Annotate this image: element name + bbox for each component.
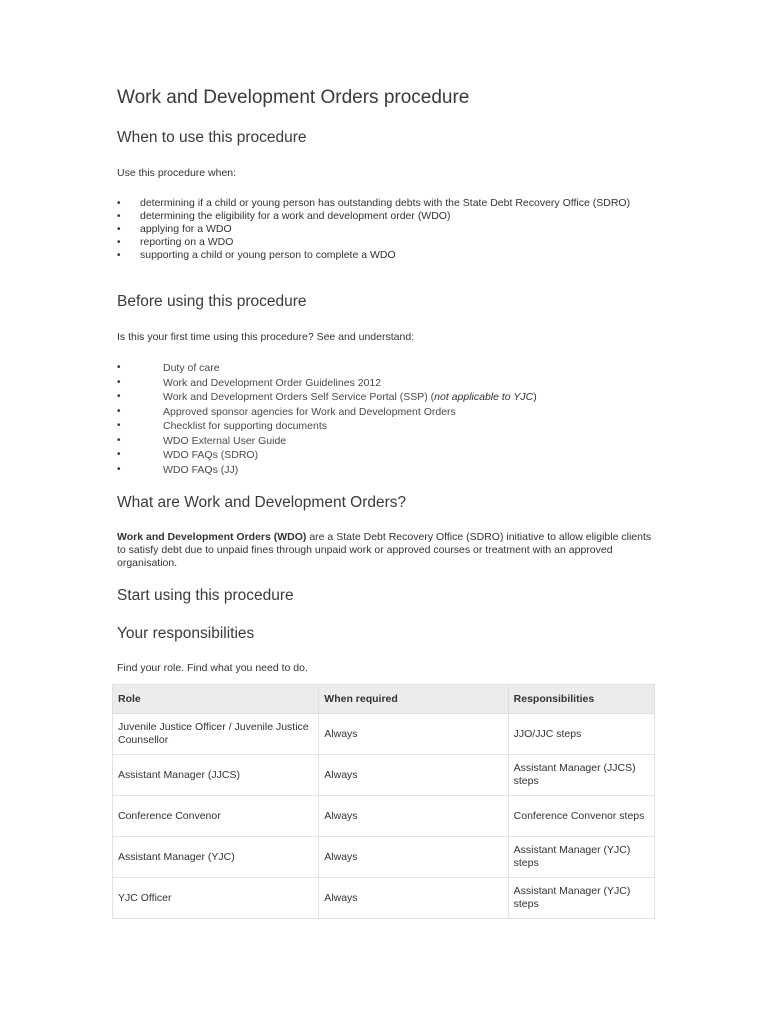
responsibilities-heading: Your responsibilities — [117, 625, 255, 642]
cell-role: Assistant Manager (JJCS) — [113, 755, 319, 796]
bullet-icon: • — [117, 434, 121, 446]
cell-responsibility-link[interactable]: Assistant Manager (YJC) steps — [508, 837, 654, 878]
cell-responsibility-link[interactable]: Assistant Manager (JJCS) steps — [508, 755, 654, 796]
table-row — [113, 837, 655, 878]
link-ssp[interactable]: Work and Development Orders Self Service Portal (SSP) ( — [163, 391, 435, 403]
list-item: • reporting on a WDO — [117, 236, 660, 249]
wdo-bold-lead: Work and Development Orders (WDO) — [117, 531, 307, 543]
cell-responsibility-link[interactable]: Conference Convenor steps — [508, 796, 654, 837]
responsibilities-table — [112, 684, 655, 919]
what-paragraph — [117, 531, 657, 570]
bullet-icon: • — [117, 376, 121, 388]
resource-links — [117, 361, 537, 477]
ssp-note: not applicable to YJC — [434, 391, 534, 403]
link-faqs-sdro[interactable]: WDO FAQs (SDRO) — [163, 449, 259, 461]
cell-when: Always — [319, 714, 508, 755]
cell-responsibility-link[interactable]: JJO/JJC steps — [508, 714, 654, 755]
cell-when: Always — [319, 837, 508, 878]
cell-when: Always — [319, 878, 508, 919]
wdo-body: are a State Debt Recovery Office (SDRO) initiative to allow eligible clients to satisfy debt due to unpaid fines through unpaid work or approved courses or treatment with an approved organisation. — [117, 531, 652, 569]
link-wdo-guidelines[interactable]: Work and Development Order Guidelines 2012 — [163, 376, 382, 389]
table-header-row — [113, 685, 655, 714]
col-header-responsibilities: Responsibilities — [508, 685, 654, 714]
cell-when: Always — [319, 796, 508, 837]
table-row — [113, 878, 655, 919]
before-heading: Before using this procedure — [117, 293, 307, 310]
list-item: • determining the eligibility for a work and development order (WDO) — [117, 210, 660, 223]
link-item[interactable] — [117, 419, 537, 434]
before-intro: Is this your first time using this procedure? See and understand: — [117, 331, 415, 343]
cell-when: Always — [319, 755, 508, 796]
responsibilities-intro: Find your role. Find what you need to do. — [117, 662, 308, 674]
start-heading: Start using this procedure — [117, 587, 294, 604]
link-item[interactable] — [117, 463, 537, 478]
bullet-icon: • — [117, 405, 121, 417]
list-item: • applying for a WDO — [117, 223, 660, 236]
link-item[interactable] — [117, 448, 537, 463]
bullet-icon: • — [117, 449, 121, 460]
when-list — [117, 197, 660, 262]
link-sponsor-agencies[interactable]: Approved sponsor agencies for Work and Development Orders — [163, 405, 456, 418]
link-item[interactable] — [117, 405, 537, 420]
cell-responsibility-link[interactable]: Assistant Manager (YJC) steps — [508, 878, 654, 919]
col-header-when: When required — [319, 685, 508, 714]
table-row — [113, 714, 655, 755]
table-row — [113, 796, 655, 837]
link-item[interactable] — [117, 376, 537, 391]
page-title: Work and Development Orders procedure — [117, 87, 470, 108]
link-item[interactable] — [117, 434, 537, 449]
link-item[interactable] — [117, 390, 537, 405]
bullet-icon: • — [117, 463, 121, 475]
bullet-icon: • — [117, 391, 121, 402]
link-user-guide[interactable]: WDO External User Guide — [163, 434, 287, 447]
link-duty-of-care[interactable]: Duty of care — [163, 362, 220, 374]
cell-role: Juvenile Justice Officer / Juvenile Justice Counsellor — [113, 714, 319, 755]
link-checklist[interactable]: Checklist for supporting documents — [163, 420, 327, 432]
link-item[interactable] — [117, 361, 537, 376]
bullet-icon: • — [117, 420, 121, 431]
when-intro: Use this procedure when: — [117, 167, 237, 179]
what-heading: What are Work and Development Orders? — [117, 494, 407, 511]
col-header-role: Role — [113, 685, 319, 714]
ssp-close: ) — [533, 391, 537, 403]
list-item: • supporting a child or young person to complete a WDO — [117, 249, 660, 262]
when-heading: When to use this procedure — [117, 129, 307, 146]
cell-role: YJC Officer — [113, 878, 319, 919]
bullet-icon: • — [117, 362, 121, 373]
cell-role: Assistant Manager (YJC) — [113, 837, 319, 878]
table-row — [113, 755, 655, 796]
list-item: • determining if a child or young person has outstanding debts with the State Debt Recovery Office (SDRO) — [117, 197, 660, 210]
cell-role: Conference Convenor — [113, 796, 319, 837]
link-faqs-jj[interactable]: WDO FAQs (JJ) — [163, 463, 239, 476]
